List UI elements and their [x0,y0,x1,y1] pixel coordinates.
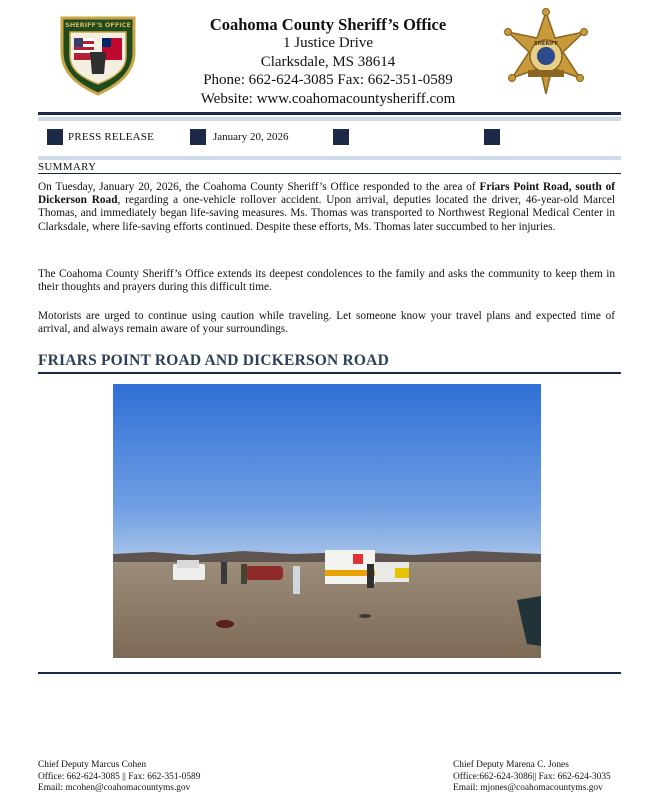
contact-name: Chief Deputy Marcus Cohen [38,760,147,770]
bullet-square [47,129,63,145]
header-divider-light [38,117,621,121]
footer-rule [38,672,621,674]
summary-top-rule [38,156,621,160]
paragraph-safety: Motorists are urged to continue using caution while traveling. Let someone know your travel plans and expected time of arrival, and always remain aware of your surroundings. [38,310,615,336]
org-city: Clarksdale, MS 38614 [260,53,396,70]
paragraph-text: , regarding a one-vehicle rollover accident. Upon arrival, deputies located the driver, 46-year-old Marcel Thomas, and immediately began life-saving measures. Ms. Thomas was transported to Northwest Regional Medical Center in Clarksdale, where life-saving efforts continued. Despite these efforts, Ms. Thomas later succumbed to her injuries. [38,194,616,233]
svg-text:SHERIFF'S OFFICE: SHERIFF'S OFFICE [65,21,131,29]
contact-email: Email: mcohen@coahomacountyms.gov [38,783,191,793]
org-phone: Phone: 662-624-3085 Fax: 662-351-0589 [203,72,453,88]
section-rule [38,372,621,374]
bullet-square [333,129,349,145]
release-date: January 20, 2026 [213,131,289,143]
contact-phones: Office:662-624-3086|| Fax: 662-624-3035 [453,771,611,782]
contact-block-right [453,760,611,795]
section-title: FRIARS POINT ROAD AND DICKERSON ROAD [38,352,389,369]
org-address: 1 Justice Drive [283,35,373,51]
bullet-square [484,129,500,145]
paragraph-incident [38,181,615,234]
org-name: Coahoma County Sheriff’s Office [209,15,447,34]
sheriff-star-badge [500,8,592,98]
org-website: Website: www.coahomacountysheriff.com [200,90,456,107]
contact-name: Chief Deputy Marena C. Jones [453,760,569,770]
paragraph-condolences: The Coahoma County Sheriff’s Office extends its deepest condolences to the family and asks the community to keep them in their thoughts and prayers during this difficult time. [38,268,615,294]
paragraph-text: On Tuesday, January 20, 2026, the Coahoma County Sheriff’s Office responded to the area of [38,181,480,193]
press-release-bar [38,125,621,149]
summary-bottom-rule [38,173,621,174]
sheriff-patch-logo [56,12,140,96]
location-emphasis: Friars Point Road, south of Dickerson Road [38,181,615,207]
letterhead [160,16,496,109]
scene-photo [113,384,541,658]
header-divider [38,112,621,115]
contact-email: Email: mjones@coahomacountyms.gov [453,783,603,793]
contact-phones: Office: 662-624-3085 || Fax: 662-351-0589 [38,771,201,782]
press-release-label: PRESS RELEASE [68,131,155,143]
summary-heading: SUMMARY [38,161,97,173]
contact-block-left [38,760,200,795]
bullet-square [190,129,206,145]
svg-text:SHERIFF: SHERIFF [534,41,558,47]
